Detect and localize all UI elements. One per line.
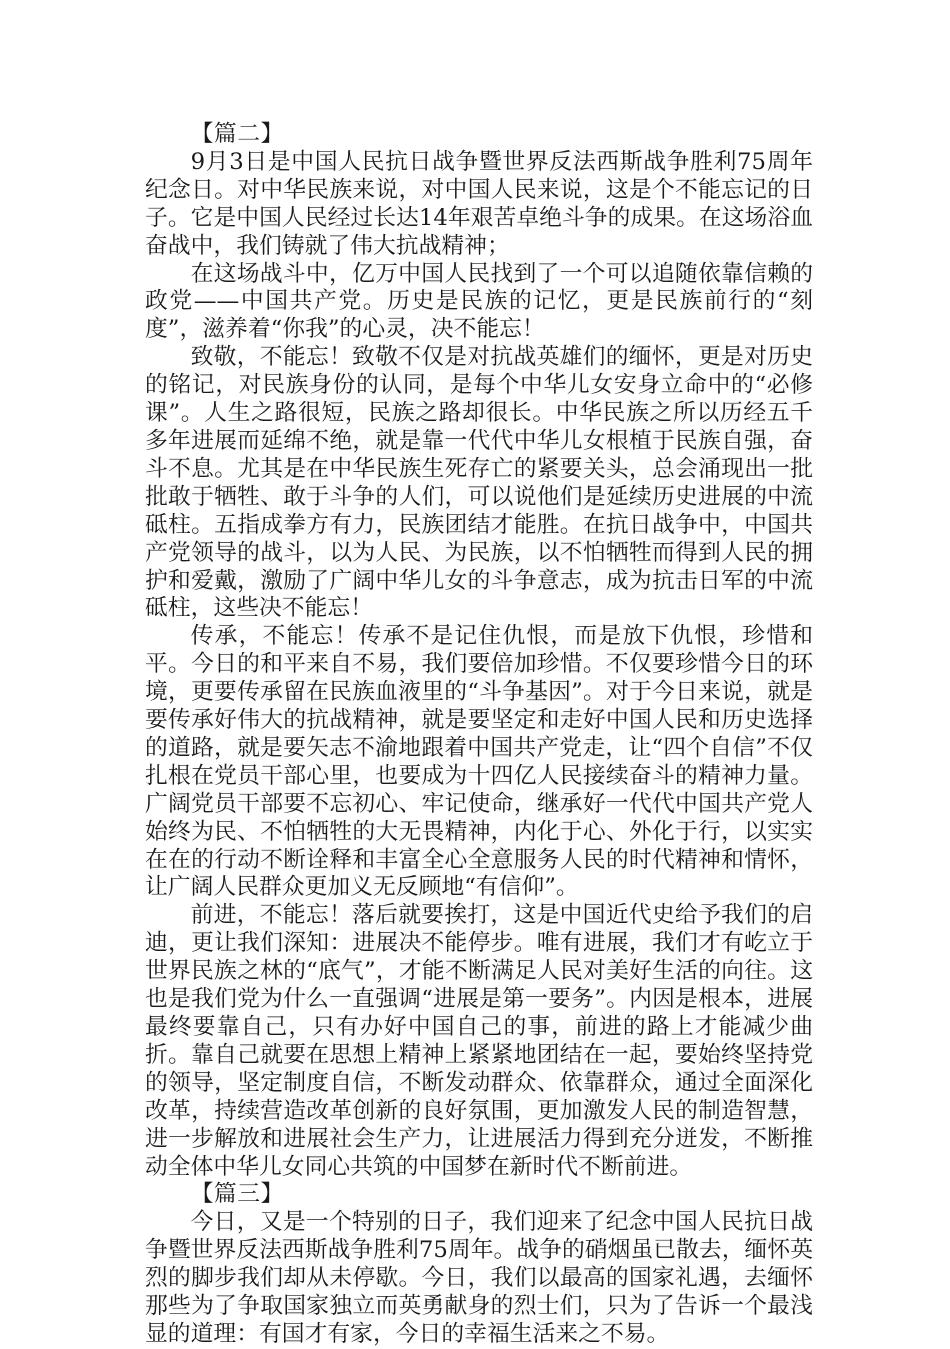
paragraph: 今日，又是一个特别的日子，我们迎来了纪念中国人民抗日战争暨世界反法西斯战争胜利75周年。战争的硝烟虽已散去，缅怀英烈的脚步我们却从未停歇。今日，我们以最高的国家礼遇，去缅怀那些为了争取国家独立而英勇献身的烈士们，只为了告诉一个最浅显的道理：有国才有家，今日的幸福生活来之不易。: [145, 1209, 813, 1347]
paragraph: 前进，不能忘！落后就要挨打，这是中国近代史给予我们的启迪，更让我们深知：进展决不能停步。唯有进展，我们才有屹立于世界民族之林的“底气”，才能不断满足人民对美好生活的向往。这也是我们党为什么一直强调“进展是第一要务”。内因是根本，进展最终要靠自己，只有办好中国自己的事，前进的路上才能减少曲折。靠自己就要在思想上精神上紧紧地团结在一起，要始终坚持党的领导，坚定制度自信，不断发动群众、依靠群众，通过全面深化改革，持续营造改革创新的良好氛围，更加激发人民的制造智慧，进一步解放和进展社会生产力，让进展活力得到充分迸发，不断推动全体中华儿女同心共筑的中国梦在新时代不断前进。: [145, 902, 813, 1180]
document-body: [145, 121, 813, 1349]
paragraph: 在这场战斗中，亿万中国人民找到了一个可以追随依靠信赖的政党——中国共产党。历史是民族的记忆，更是民族前行的“刻度”，滋养着“你我”的心灵，决不能忘！: [145, 260, 813, 343]
section-heading-3: 【篇三】: [190, 1181, 284, 1208]
paragraph: 传承，不能忘！传承不是记住仇恨，而是放下仇恨，珍惜和平。今日的和平来自不易，我们要倍加珍惜。不仅要珍惜今日的环境，更要传承留在民族血液里的“斗争基因”。对于今日来说，就是要传承好伟大的抗战精神，就是要坚定和走好中国人民和历史选择的道路，就是要矢志不渝地跟着中国共产党走，让“四个自信”不仅扎根在党员干部心里，也要成为十四亿人民接续奋斗的精神力量。广阔党员干部要不忘初心、牢记使命，继承好一代代中国共产党人始终为民、不怕牺牲的大无畏精神，内化于心、外化于行，以实实在在的行动不断诠释和丰富全心全意服务人民的时代精神和情怀，让广阔人民群众更加义无反顾地“有信仰”。: [145, 623, 813, 901]
paragraph: 9月3日是中国人民抗日战争暨世界反法西斯战争胜利75周年纪念日。对中华民族来说，对中国人民来说，这是个不能忘记的日子。它是中国人民经过长达14年艰苦卓绝斗争的成果。在这场浴血奋战中，我们铸就了伟大抗战精神；: [145, 148, 813, 259]
section-heading-2: 【篇二】: [190, 121, 284, 147]
paragraph: 致敬，不能忘！致敬不仅是对抗战英雄们的缅怀，更是对历史的铭记，对民族身份的认同，是每个中华儿女安身立命中的“必修课”。人生之路很短，民族之路却很长。中华民族之所以历经五千多年进展而延绵不绝，就是靠一代代中华儿女根植于民族自强，奋斗不息。尤其是在中华民族生死存亡的紧要关头，总会涌现出一批批敢于牺牲、敢于斗争的人们，可以说他们是延续历史进展的中流砥柱。五指成拳方有力，民族团结才能胜。在抗日战争中，中国共产党领导的战斗，以为人民、为民族，以不怕牺牲而得到人民的拥护和爱戴，激励了广阔中华儿女的斗争意志，成为抗击日军的中流砥柱，这些决不能忘！: [145, 344, 813, 622]
